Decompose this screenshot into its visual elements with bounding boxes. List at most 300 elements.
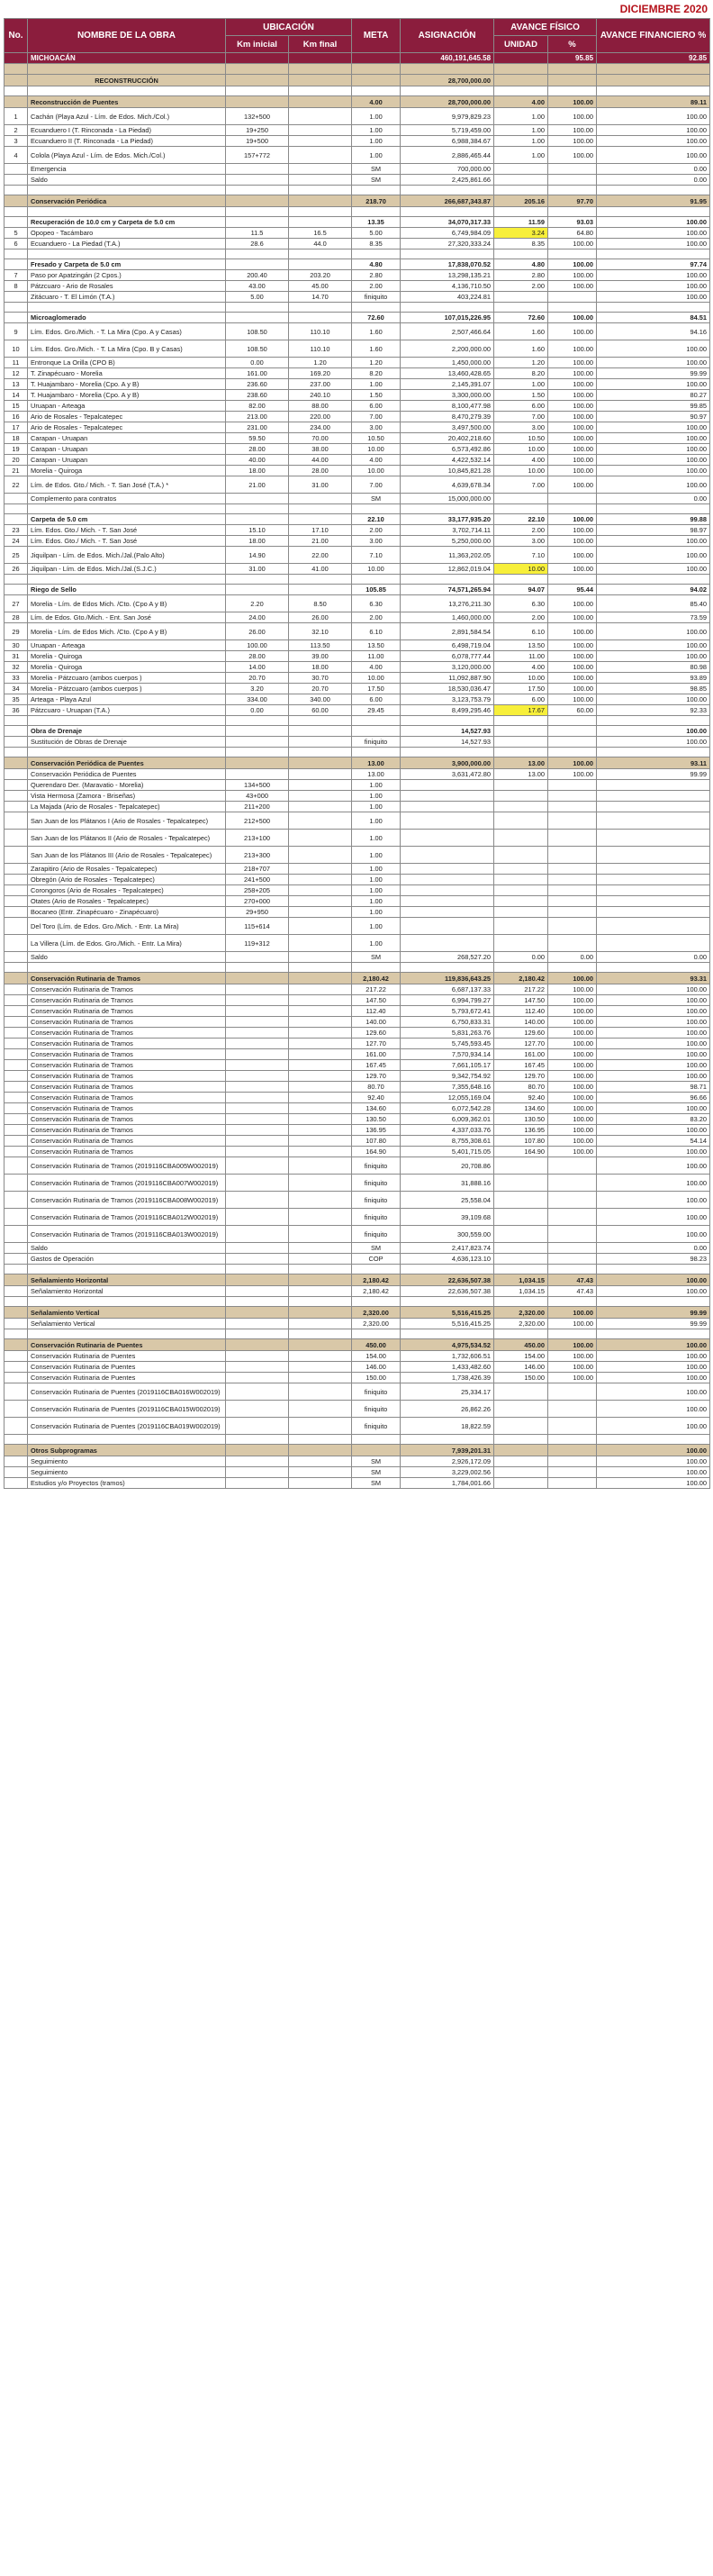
cell-no — [5, 1243, 28, 1254]
cell-unidad: 1.60 — [494, 323, 548, 340]
cell-no — [5, 1383, 28, 1401]
table-row — [5, 390, 710, 401]
cell-meta: 3.00 — [352, 422, 401, 433]
cell-asignacion: 74,571,265.94 — [401, 585, 494, 595]
table-row — [5, 1351, 710, 1362]
cell-obra: La Villera (Lím. de Edos. Gro./Mich. - Entr. La Mira) — [28, 935, 226, 952]
cell-km-final — [289, 1297, 352, 1307]
cell-km-final — [289, 1049, 352, 1060]
cell-unidad — [494, 64, 548, 75]
cell-meta: SM — [352, 1478, 401, 1489]
cell-km-final: 1.20 — [289, 358, 352, 368]
cell-avance-financiero: 100.00 — [597, 694, 710, 705]
cell-km-inicial: 14.90 — [226, 547, 289, 564]
cell-km-final — [289, 217, 352, 228]
cell-meta: 2.00 — [352, 525, 401, 536]
table-row — [5, 1362, 710, 1373]
cell-avance-financiero: 100.00 — [597, 1049, 710, 1060]
table-row — [5, 125, 710, 136]
cell-km-final — [289, 136, 352, 147]
cell-no: 9 — [5, 323, 28, 340]
cell-meta: 1.00 — [352, 136, 401, 147]
cell-avance-financiero — [597, 207, 710, 217]
cell-meta: 134.60 — [352, 1103, 401, 1114]
cell-km-inicial — [226, 1418, 289, 1435]
cell-unidad — [494, 802, 548, 812]
cell-obra: La Majada (Ario de Rosales - Tepalcatepec) — [28, 802, 226, 812]
cell-asignacion: 1,784,001.66 — [401, 1478, 494, 1489]
cell-asignacion: 5,719,459.00 — [401, 125, 494, 136]
cell-km-inicial — [226, 1274, 289, 1286]
cell-unidad — [494, 748, 548, 757]
table-row — [5, 433, 710, 444]
cell-unidad — [494, 896, 548, 907]
cell-km-inicial — [226, 716, 289, 726]
table-row — [5, 564, 710, 575]
table-row — [5, 340, 710, 358]
cell-km-final — [289, 716, 352, 726]
cell-obra: Obra de Drenaje — [28, 726, 226, 737]
cell-avance-financiero — [597, 896, 710, 907]
cell-unidad: 2.00 — [494, 525, 548, 536]
cell-avance-financiero: 0.00 — [597, 1243, 710, 1254]
row-gap — [5, 303, 710, 313]
cell-asignacion — [401, 86, 494, 96]
cell-asignacion: 9,979,829.23 — [401, 108, 494, 125]
cell-no — [5, 1362, 28, 1373]
cell-km-inicial — [226, 1467, 289, 1478]
cell-km-inicial: 43.00 — [226, 281, 289, 292]
cell-km-final — [289, 952, 352, 963]
cell-km-inicial: 161.00 — [226, 368, 289, 379]
cell-asignacion: 22,636,507.38 — [401, 1286, 494, 1297]
cell-unidad — [494, 303, 548, 313]
cell-unidad: 1,034.15 — [494, 1286, 548, 1297]
table-row — [5, 684, 710, 694]
cell-avance-financiero: 100.00 — [597, 466, 710, 476]
cell-meta: 112.40 — [352, 1006, 401, 1017]
cell-asignacion: 700,000.00 — [401, 164, 494, 175]
cell-no — [5, 86, 28, 96]
cell-pct — [548, 1329, 597, 1339]
cell-no — [5, 1192, 28, 1209]
cell-obra: Carapan - Uruapan — [28, 444, 226, 455]
cell-km-final: 60.00 — [289, 705, 352, 716]
cell-meta: 1.50 — [352, 390, 401, 401]
cell-unidad: 94.07 — [494, 585, 548, 595]
cell-obra: Conservación Rutinaria de Tramos (2019116CBA013W002019) — [28, 1226, 226, 1243]
cell-no — [5, 64, 28, 75]
cell-km-final — [289, 75, 352, 86]
cell-meta: 13.00 — [352, 769, 401, 780]
cell-km-final: 237.00 — [289, 379, 352, 390]
cell-meta — [352, 716, 401, 726]
cell-obra: Complemento para contratos — [28, 494, 226, 504]
header-km-final: Km final — [289, 36, 352, 53]
cell-asignacion: 2,891,584.54 — [401, 623, 494, 640]
cell-obra: Estudios y/o Proyectos (tramos) — [28, 1478, 226, 1489]
cell-obra: Morelia - Lím. de Edos Mich. /Cto. (Cpo A y B) — [28, 595, 226, 612]
cell-unidad — [494, 494, 548, 504]
cell-obra: San Juan de los Plátanos III (Ario de Rosales - Tepalcatepec) — [28, 847, 226, 864]
cell-avance-financiero: 94.02 — [597, 585, 710, 595]
cell-unidad: 2,320.00 — [494, 1307, 548, 1319]
cell-km-final — [289, 86, 352, 96]
table-row — [5, 612, 710, 623]
cell-obra: Conservación Rutinaria de Puentes (2019116CBA016W002019) — [28, 1383, 226, 1401]
cell-km-final — [289, 791, 352, 802]
cell-avance-financiero: 100.00 — [597, 1362, 710, 1373]
cell-asignacion: 13,460,428.65 — [401, 368, 494, 379]
cell-meta: 147.50 — [352, 995, 401, 1006]
cell-asignacion: 8,755,308.61 — [401, 1136, 494, 1147]
cell-km-inicial — [226, 303, 289, 313]
cell-pct: 100.00 — [548, 1373, 597, 1383]
cell-km-inicial: 19+250 — [226, 125, 289, 136]
cell-obra: Uruapan - Arteaga — [28, 640, 226, 651]
cell-asignacion — [401, 1329, 494, 1339]
cell-meta: SM — [352, 164, 401, 175]
cell-obra: Conservación Rutinaria de Puentes — [28, 1362, 226, 1373]
cell-obra: Lím. Edos. Gro./Mich. - T. La Mira (Cpo. B y Casas) — [28, 340, 226, 358]
cell-km-final — [289, 164, 352, 175]
cell-unidad: 136.95 — [494, 1125, 548, 1136]
cell-unidad: 2.00 — [494, 612, 548, 623]
cell-avance-financiero: 89.11 — [597, 96, 710, 108]
cell-unidad — [494, 575, 548, 585]
cell-pct: 100.00 — [548, 412, 597, 422]
cell-pct — [548, 935, 597, 952]
cell-km-final — [289, 896, 352, 907]
cell-unidad — [494, 1157, 548, 1175]
cell-meta: 3.00 — [352, 536, 401, 547]
cell-no: 15 — [5, 401, 28, 412]
cell-km-inicial: 213.00 — [226, 412, 289, 422]
cell-no — [5, 875, 28, 885]
cell-avance-financiero: 100.00 — [597, 1286, 710, 1297]
cell-no: 6 — [5, 239, 28, 249]
table-row — [5, 812, 710, 830]
cell-km-final: 240.10 — [289, 390, 352, 401]
cell-meta — [352, 504, 401, 514]
cell-pct — [548, 75, 597, 86]
cell-km-final: 41.00 — [289, 564, 352, 575]
cell-obra: Ario de Rosales - Tepalcatepec — [28, 422, 226, 433]
cell-obra: Conservación Rutinaria de Tramos (2019116CBA012W002019) — [28, 1209, 226, 1226]
cell-pct: 100.00 — [548, 1006, 597, 1017]
cell-avance-financiero: 100.00 — [597, 476, 710, 494]
table-row — [5, 885, 710, 896]
cell-avance-financiero: 99.99 — [597, 1319, 710, 1329]
works-table — [4, 18, 710, 1489]
cell-unidad: 112.40 — [494, 1006, 548, 1017]
cell-avance-financiero: 98.23 — [597, 1254, 710, 1265]
cell-pct — [548, 575, 597, 585]
cell-avance-financiero: 100.00 — [597, 281, 710, 292]
cell-km-final — [289, 918, 352, 935]
cell-km-inicial: 238.60 — [226, 390, 289, 401]
cell-meta: 167.45 — [352, 1060, 401, 1071]
cell-unidad: 2.80 — [494, 270, 548, 281]
table-row — [5, 1049, 710, 1060]
cell-no — [5, 1329, 28, 1339]
cell-km-final: 88.00 — [289, 401, 352, 412]
cell-avance-financiero: 100.00 — [597, 1467, 710, 1478]
table-row — [5, 935, 710, 952]
table-row — [5, 651, 710, 662]
cell-no — [5, 1175, 28, 1192]
cell-meta: 6.10 — [352, 623, 401, 640]
table-row — [5, 1082, 710, 1093]
cell-km-inicial — [226, 1006, 289, 1017]
cell-no — [5, 207, 28, 217]
table-row — [5, 830, 710, 847]
cell-km-inicial: 24.00 — [226, 612, 289, 623]
cell-unidad: 107.80 — [494, 1136, 548, 1147]
cell-meta: 8.35 — [352, 239, 401, 249]
cell-unidad: 11.00 — [494, 651, 548, 662]
cell-meta: 127.70 — [352, 1039, 401, 1049]
cell-km-inicial: 211+200 — [226, 802, 289, 812]
cell-avance-financiero: 100.00 — [597, 1351, 710, 1362]
cell-no — [5, 1435, 28, 1445]
cell-pct: 100.00 — [548, 973, 597, 984]
cell-avance-financiero — [597, 864, 710, 875]
cell-avance-financiero — [597, 504, 710, 514]
cell-asignacion: 20,402,218.60 — [401, 433, 494, 444]
cell-avance-financiero: 100.00 — [597, 1209, 710, 1226]
cell-unidad — [494, 53, 548, 64]
cell-meta: 10.00 — [352, 466, 401, 476]
cell-meta: 150.00 — [352, 1373, 401, 1383]
cell-avance-financiero: 100.00 — [597, 1039, 710, 1049]
table-row — [5, 705, 710, 716]
table-row — [5, 737, 710, 748]
cell-avance-financiero: 100.00 — [597, 1226, 710, 1243]
cell-pct: 100.00 — [548, 564, 597, 575]
cell-no: 25 — [5, 547, 28, 564]
cell-unidad — [494, 1297, 548, 1307]
cell-km-inicial: 258+205 — [226, 885, 289, 896]
cell-unidad — [494, 812, 548, 830]
table-row — [5, 1243, 710, 1254]
cell-no — [5, 963, 28, 973]
cell-unidad — [494, 1418, 548, 1435]
cell-obra — [28, 186, 226, 195]
cell-meta: 1.00 — [352, 864, 401, 875]
cell-pct: 100.00 — [548, 401, 597, 412]
cell-obra: Zitácuaro - T. El Limón (T.A.) — [28, 292, 226, 303]
cell-asignacion — [401, 780, 494, 791]
cell-obra — [28, 1329, 226, 1339]
cell-no: 8 — [5, 281, 28, 292]
cell-no: 30 — [5, 640, 28, 651]
cell-avance-financiero: 100.00 — [597, 1478, 710, 1489]
table-row — [5, 494, 710, 504]
cell-meta: 80.70 — [352, 1082, 401, 1093]
cell-avance-financiero: 100.00 — [597, 125, 710, 136]
cell-asignacion: 33,177,935.20 — [401, 514, 494, 525]
cell-obra: Seguimiento — [28, 1467, 226, 1478]
cell-obra: Pátzcuaro - Uruapan (T.A.) — [28, 705, 226, 716]
cell-km-inicial — [226, 86, 289, 96]
cell-km-final: 45.00 — [289, 281, 352, 292]
cell-km-inicial — [226, 748, 289, 757]
cell-avance-financiero: 100.00 — [597, 455, 710, 466]
cell-no — [5, 1297, 28, 1307]
cell-avance-financiero: 100.00 — [597, 340, 710, 358]
cell-km-final: 28.00 — [289, 466, 352, 476]
cell-no — [5, 918, 28, 935]
cell-avance-financiero: 92.33 — [597, 705, 710, 716]
table-row — [5, 323, 710, 340]
cell-pct: 100.00 — [548, 1028, 597, 1039]
cell-obra: Pátzcuaro - Ario de Rosales — [28, 281, 226, 292]
cell-no — [5, 1456, 28, 1467]
cell-meta: 1.00 — [352, 885, 401, 896]
cell-km-final — [289, 1192, 352, 1209]
cell-meta: finiquito — [352, 1418, 401, 1435]
table-row — [5, 1192, 710, 1209]
table-row — [5, 1319, 710, 1329]
cell-km-final: 20.70 — [289, 684, 352, 694]
cell-asignacion: 8,470,279.39 — [401, 412, 494, 422]
cell-km-inicial: 2.20 — [226, 595, 289, 612]
cell-km-inicial: 28.00 — [226, 444, 289, 455]
cell-avance-financiero — [597, 963, 710, 973]
cell-avance-financiero: 97.74 — [597, 259, 710, 270]
cell-unidad: 7.00 — [494, 412, 548, 422]
cell-asignacion: 1,433,482.60 — [401, 1362, 494, 1373]
cell-meta: 5.00 — [352, 228, 401, 239]
cell-unidad: 2,180.42 — [494, 973, 548, 984]
cell-pct: 100.00 — [548, 1136, 597, 1147]
cell-obra: Ecuanduero I (T. Rinconada - La Piedad) — [28, 125, 226, 136]
table-row — [5, 164, 710, 175]
table-row — [5, 368, 710, 379]
cell-km-final — [289, 1307, 352, 1319]
cell-asignacion — [401, 504, 494, 514]
cell-avance-financiero — [597, 249, 710, 259]
cell-unidad — [494, 963, 548, 973]
cell-no: 14 — [5, 390, 28, 401]
cell-asignacion: 403,224.81 — [401, 292, 494, 303]
cell-pct — [548, 164, 597, 175]
cell-pct — [548, 249, 597, 259]
cell-unidad: 129.60 — [494, 1028, 548, 1039]
cell-avance-financiero — [597, 86, 710, 96]
cell-pct: 100.00 — [548, 684, 597, 694]
cell-no: 36 — [5, 705, 28, 716]
cell-obra — [28, 504, 226, 514]
cell-obra: Morelia - Quiroga — [28, 466, 226, 476]
table-row — [5, 1456, 710, 1467]
cell-asignacion — [401, 791, 494, 802]
cell-no — [5, 1209, 28, 1226]
cell-unidad — [494, 1265, 548, 1274]
cell-asignacion — [401, 575, 494, 585]
cell-km-inicial: 218+707 — [226, 864, 289, 875]
cell-km-inicial — [226, 1297, 289, 1307]
sub-row — [5, 217, 710, 228]
cell-km-inicial — [226, 1049, 289, 1060]
cell-avance-financiero — [597, 186, 710, 195]
cell-asignacion — [401, 875, 494, 885]
cell-no — [5, 791, 28, 802]
cell-km-final — [289, 1028, 352, 1039]
cell-km-final: 203.20 — [289, 270, 352, 281]
cell-avance-financiero: 80.27 — [597, 390, 710, 401]
cell-no — [5, 1114, 28, 1125]
cell-avance-financiero: 100.00 — [597, 239, 710, 249]
cell-meta: 1.00 — [352, 830, 401, 847]
cell-no — [5, 1093, 28, 1103]
cell-avance-financiero — [597, 575, 710, 585]
sec-row — [5, 1307, 710, 1319]
cell-asignacion: 5,793,672.41 — [401, 1006, 494, 1017]
cell-pct: 100.00 — [548, 536, 597, 547]
cell-no — [5, 716, 28, 726]
cell-asignacion: 6,988,384.67 — [401, 136, 494, 147]
cell-km-inicial — [226, 1017, 289, 1028]
cell-km-final — [289, 1456, 352, 1467]
cell-meta: 2,320.00 — [352, 1307, 401, 1319]
cell-pct: 100.00 — [548, 640, 597, 651]
cell-km-final — [289, 780, 352, 791]
cell-unidad — [494, 716, 548, 726]
cell-meta: SM — [352, 952, 401, 963]
table-row — [5, 1226, 710, 1243]
cell-km-inicial: 18.00 — [226, 536, 289, 547]
cell-asignacion: 12,862,019.04 — [401, 564, 494, 575]
cell-obra: Conservación Rutinaria de Puentes — [28, 1339, 226, 1351]
cell-km-inicial — [226, 1307, 289, 1319]
cell-obra — [28, 1435, 226, 1445]
cell-unidad: 17.50 — [494, 684, 548, 694]
cell-km-inicial — [226, 217, 289, 228]
cell-asignacion: 4,136,710.50 — [401, 281, 494, 292]
table-row — [5, 595, 710, 612]
cell-km-inicial — [226, 973, 289, 984]
cell-pct — [548, 864, 597, 875]
cell-km-final — [289, 1401, 352, 1418]
cell-pct — [548, 1445, 597, 1456]
cell-no — [5, 885, 28, 896]
cell-no: 17 — [5, 422, 28, 433]
cell-meta: 72.60 — [352, 313, 401, 323]
cell-pct — [548, 748, 597, 757]
cell-meta: 1.00 — [352, 812, 401, 830]
cell-pct: 100.00 — [548, 612, 597, 623]
cell-meta: finiquito — [352, 1226, 401, 1243]
cell-obra: Conservación Rutinaria de Tramos — [28, 1049, 226, 1060]
cell-meta: 11.00 — [352, 651, 401, 662]
cell-obra: Lím. Edos. Gro./Mich. - T. La Mira (Cpo. A y Casas) — [28, 323, 226, 340]
cell-avance-financiero: 100.00 — [597, 1373, 710, 1383]
cell-pct: 95.44 — [548, 585, 597, 595]
cell-meta — [352, 249, 401, 259]
cell-asignacion: 4,639,678.34 — [401, 476, 494, 494]
cell-no — [5, 1445, 28, 1456]
cell-no — [5, 864, 28, 875]
cell-unidad — [494, 918, 548, 935]
cell-km-inicial: 115+614 — [226, 918, 289, 935]
cell-meta: SM — [352, 1467, 401, 1478]
cell-meta: 130.50 — [352, 1114, 401, 1125]
cell-obra: T. Huajambaro - Morelia (Cpo. A y B) — [28, 390, 226, 401]
cell-no — [5, 1006, 28, 1017]
row-gap — [5, 963, 710, 973]
